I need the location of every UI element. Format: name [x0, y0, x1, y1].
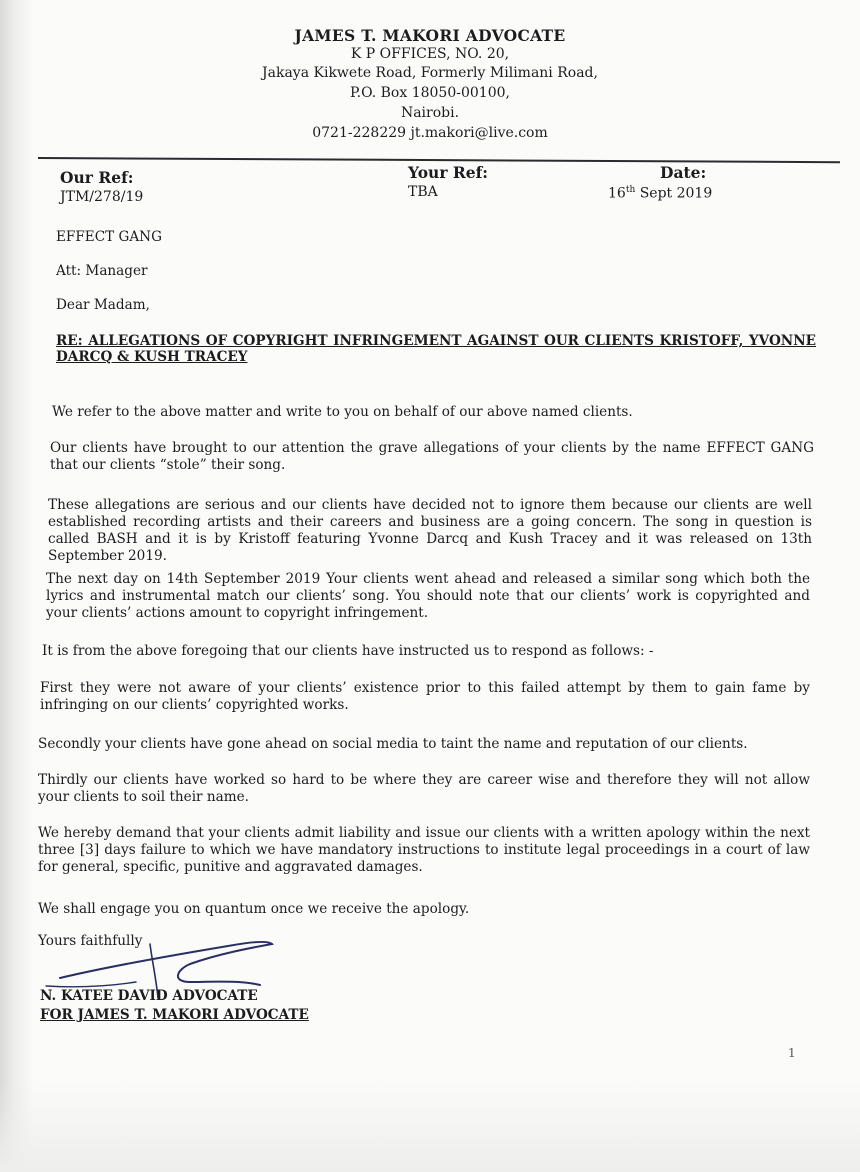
our-ref-value: JTM/278/19 [60, 189, 144, 205]
page-number: 1 [788, 1046, 796, 1060]
firm-name: JAMES T. MAKORI ADVOCATE [294, 26, 566, 45]
signatory-line2: FOR JAMES T. MAKORI ADVOCATE [40, 1007, 309, 1023]
scan-edge-shadow [0, 0, 34, 1172]
date-value: 16th Sept 2019 [608, 185, 713, 202]
paragraph-2: Our clients have brought to our attention the grave allegations of your clients by the name EFFECT GANG that our clients “stole” their song. [50, 440, 814, 473]
closing: Yours faithfully [38, 933, 143, 949]
salutation: Dear Madam, [56, 297, 150, 313]
paragraph-10: We shall engage you on quantum once we receive the apology. [38, 901, 470, 917]
attention-line: Att: Manager [56, 263, 148, 279]
your-ref-label: Your Ref: [408, 163, 489, 182]
paragraph-6: First they were not aware of your clients’ existence prior to this failed attempt by them to gain fame by infringing on our clients’ copyrighted works. [40, 680, 810, 713]
firm-contact: 0721-228229 jt.makori@live.com [312, 125, 548, 141]
firm-address-line4: Nairobi. [400, 105, 460, 121]
paragraph-7: Secondly your clients have gone ahead on social media to taint the name and reputation of our clients. [38, 736, 748, 752]
scan-bottom-shadow [0, 1080, 860, 1172]
signatory-line1: N. KATEE DAVID ADVOCATE [40, 988, 258, 1004]
paragraph-4: The next day on 14th September 2019 Your clients went ahead and released a similar song which both the lyrics and instrumental match our clients’ song. You should note that our clients’ work is copyrighted and your clients’ actions amount to copyright infringement. [46, 571, 810, 621]
your-ref-value: TBA [408, 184, 438, 200]
paragraph-5: It is from the above foregoing that our clients have instructed us to respond as follows: - [42, 643, 654, 659]
date-label: Date: [660, 163, 707, 182]
firm-address-line2: Jakaya Kikwete Road, Formerly Milimani Road, [262, 65, 598, 81]
paragraph-8: Thirdly our clients have worked so hard to be where they are career wise and therefore they will not allow your clients to soil their name. [38, 772, 810, 805]
firm-address-line1: K P OFFICES, NO. 20, [350, 46, 510, 62]
subject-line: RE: ALLEGATIONS OF COPYRIGHT INFRINGEMENT AGAINST OUR CLIENTS KRISTOFF, YVONNE DARCQ & KUSH TRACEY [56, 333, 816, 365]
recipient: EFFECT GANG [56, 229, 162, 245]
our-ref-label: Our Ref: [60, 168, 134, 187]
paragraph-1: We refer to the above matter and write to you on behalf of our above named clients. [52, 404, 633, 420]
paragraph-3: These allegations are serious and our clients have decided not to ignore them because our clients are well established recording artists and their careers and business are a going concern. The song in question is called BASH and it is by Kristoff featuring Yvonne Darcq and Kush Tracey and it was released on 13th September 2019. [48, 497, 812, 564]
paragraph-9: We hereby demand that your clients admit liability and issue our clients with a written apology within the next three [3] days failure to which we have mandatory instructions to institute legal proceedings in a court of law for general, specific, punitive and aggravated damages. [38, 825, 810, 875]
firm-address-line3: P.O. Box 18050-00100, [350, 85, 510, 101]
